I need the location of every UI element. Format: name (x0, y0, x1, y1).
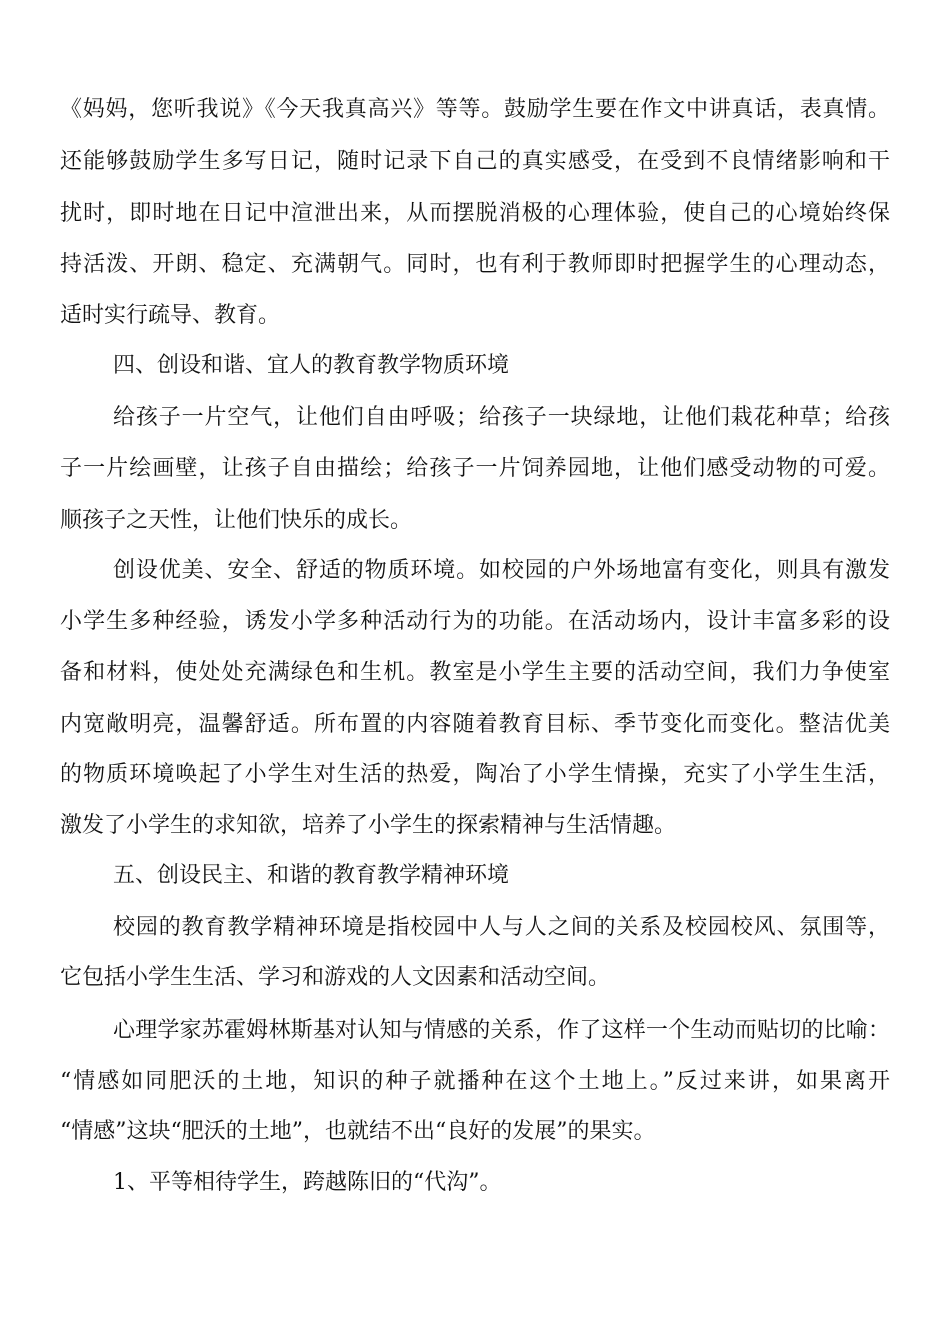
text-line: 扰时，即时地在日记中渲泄出来，从而摆脱消极的心理体验，使自己的心境始终保 (60, 201, 890, 226)
text-line: 适时实行疏导、教育。 (60, 303, 281, 328)
text-line: 还能够鼓励学生多写日记，随时记录下自己的真实感受，在受到不良情绪影响和干 (60, 149, 890, 174)
text-line: 校园的教育教学精神环境是指校园中人与人之间的关系及校园校风、氛围等， (113, 915, 890, 940)
text-line: 顺孩子之天性，让他们快乐的成长。 (60, 508, 413, 533)
text-line: 持活泼、开朗、稳定、充满朝气。同时，也有利于教师即时把握学生的心理动态， (60, 252, 890, 277)
text-line: 《妈妈，您听我说》《今天我真高兴》等等。鼓励学生要在作文中讲真话，表真情。 (60, 97, 890, 122)
text-line: 内宽敞明亮，温馨舒适。所布置的内容随着教育目标、季节变化而变化。整洁优美 (60, 712, 890, 737)
text-line: 的物质环境唤起了小学生对生活的热爱，陶冶了小学生情操，充实了小学生生活， (60, 762, 890, 787)
list-item: 1、平等相待学生，跨越陈旧的“代沟”。 (113, 1170, 502, 1195)
text-line: 它包括小学生生活、学习和游戏的人文因素和活动空间。 (60, 965, 611, 990)
text-line: 备和材料，使处处充满绿色和生机。教室是小学生主要的活动空间，我们力争使室 (60, 660, 890, 685)
text-line: 子一片绘画壁，让孩子自由描绘；给孩子一片饲养园地，让他们感受动物的可爱。 (60, 456, 890, 481)
section-heading: 四、创设和谐、宜人的教育教学物质环境 (113, 353, 510, 378)
text-line: “情感如同肥沃的土地，知识的种子就播种在这个土地上。”反过来讲，如果离开 (60, 1069, 890, 1094)
text-line: 创设优美、安全、舒适的物质环境。如校园的户外场地富有变化，则具有激发 (113, 558, 890, 583)
section-heading: 五、创设民主、和谐的教育教学精神环境 (113, 863, 510, 888)
text-line: 心理学家苏霍姆林斯基对认知与情感的关系，作了这样一个生动而贴切的比喻： (113, 1018, 890, 1043)
text-line: 小学生多种经验，诱发小学多种活动行为的功能。在活动场内，设计丰富多彩的设 (60, 609, 890, 634)
text-line: 激发了小学生的求知欲，培养了小学生的探索精神与生活情趣。 (60, 813, 677, 838)
text-line: 给孩子一片空气，让他们自由呼吸；给孩子一块绿地，让他们栽花种草；给孩 (113, 405, 890, 430)
text-line: “情感”这块“肥沃的土地”，也就结不出“良好的发展”的果实。 (60, 1119, 656, 1144)
